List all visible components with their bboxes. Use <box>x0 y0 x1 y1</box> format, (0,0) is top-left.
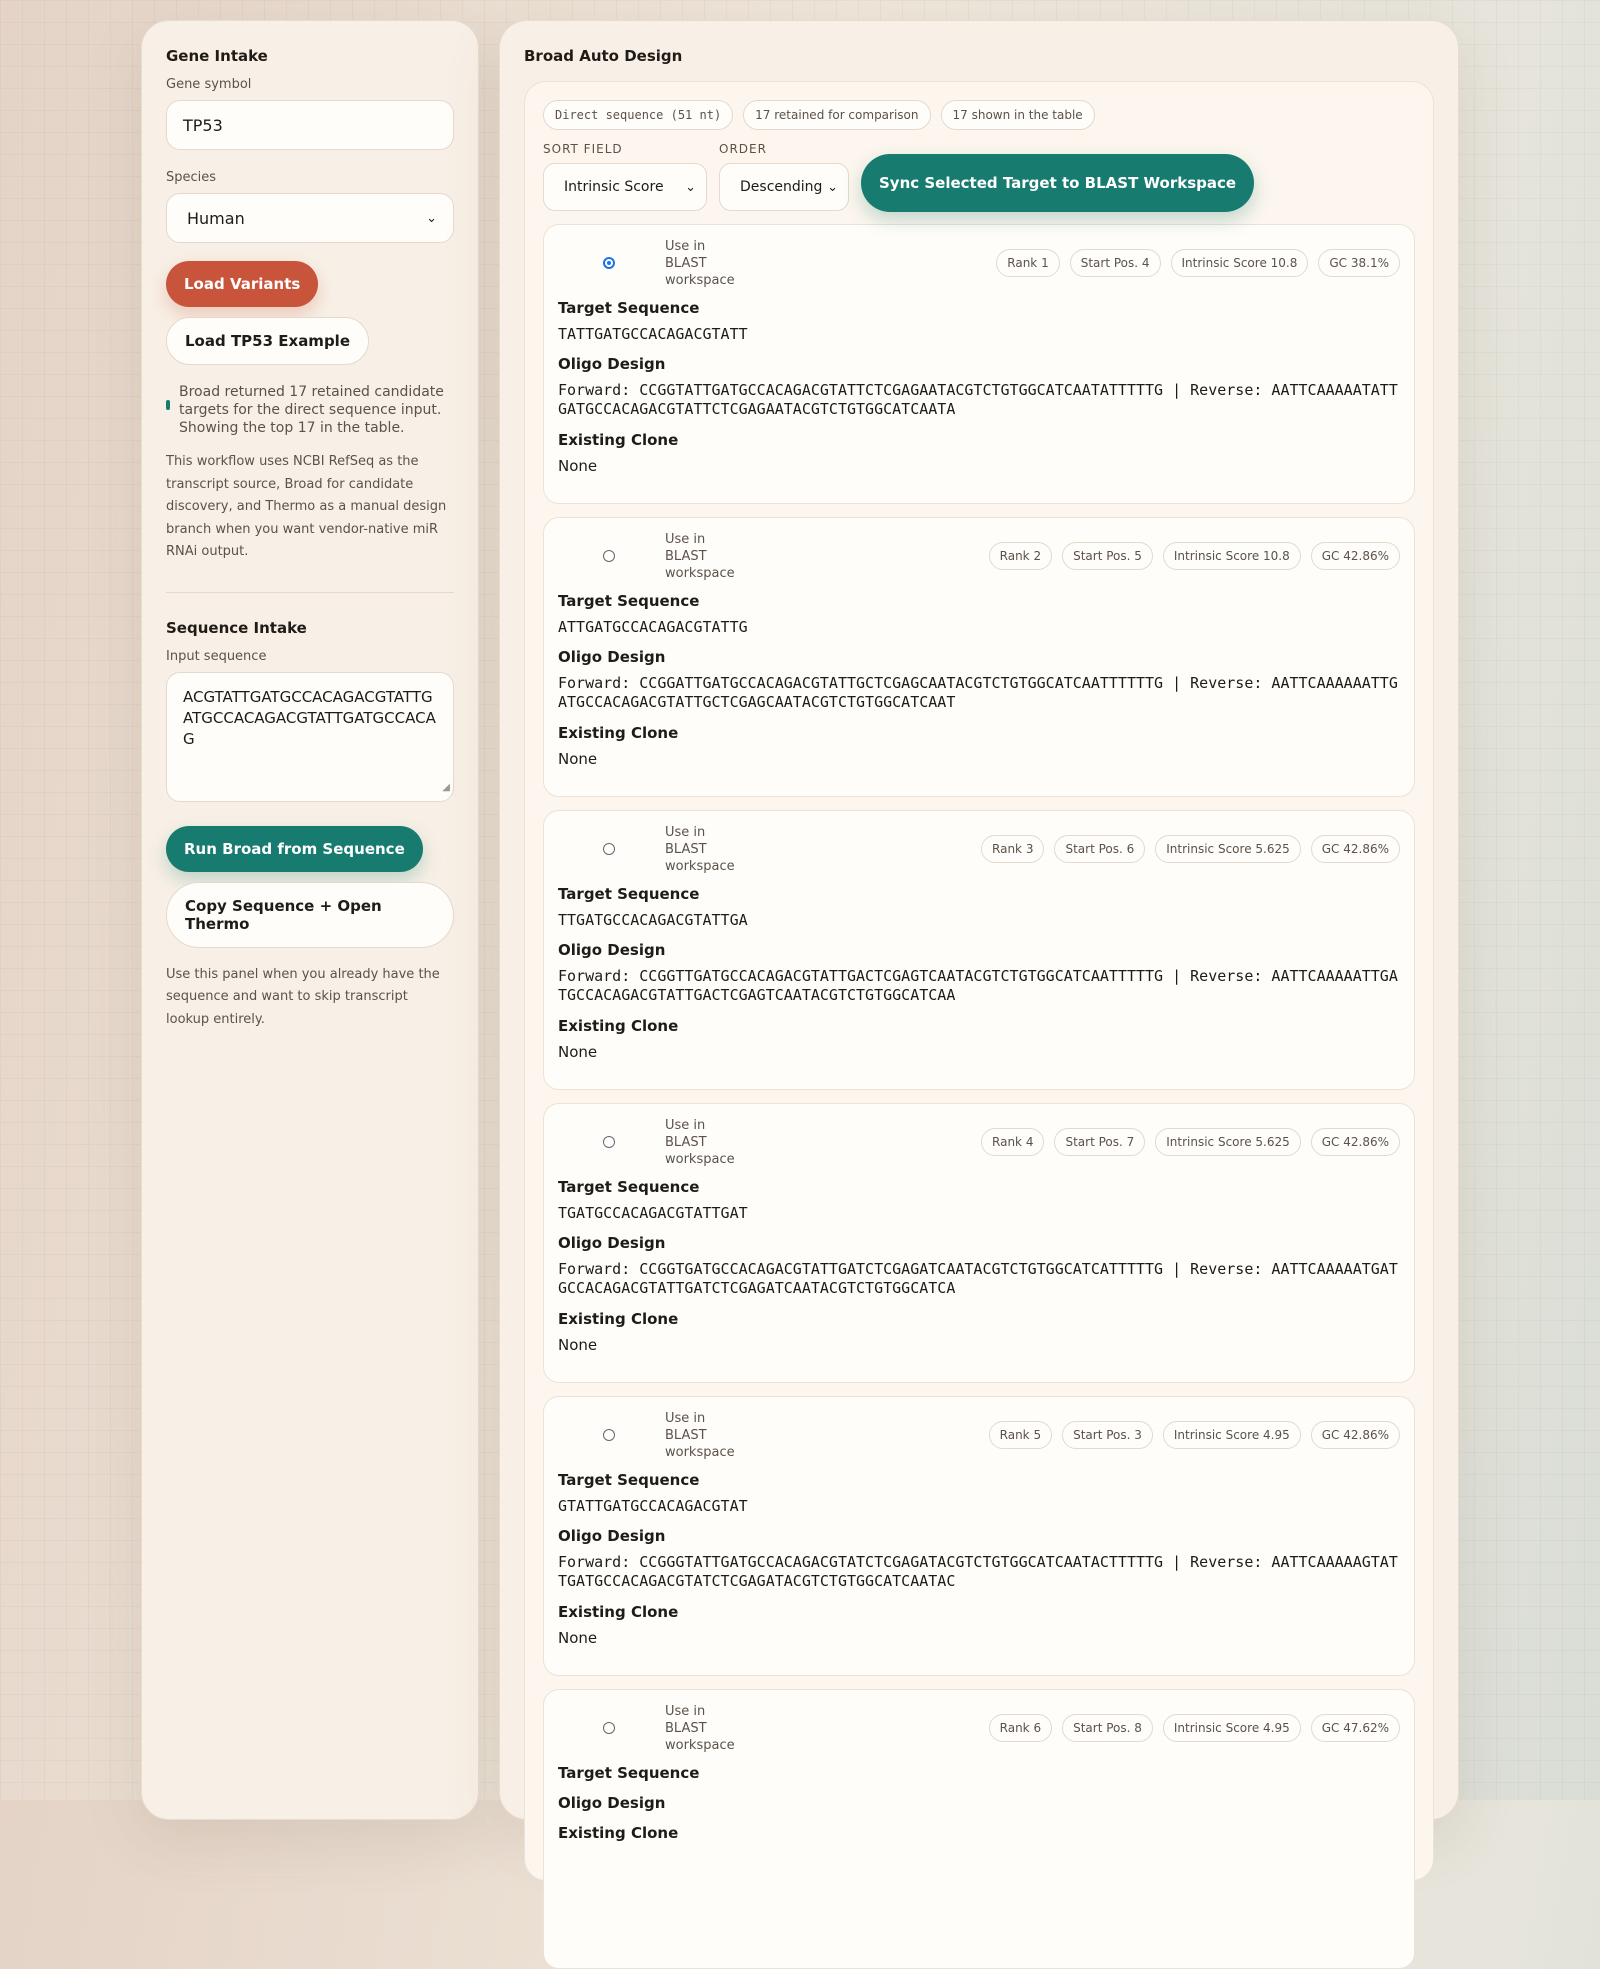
oligo-design-value: Forward: CCGGATTGATGCCACAGACGTATTGCTCGAGCAATACGTCTGTGGCATCAATTTTTTG | Reverse: AATTCAAAAAATTGATGCCACAGACGTATTGCTCGAGCAATACGTCTGTGGCATCAAT <box>558 674 1398 711</box>
candidate-card <box>543 1396 1415 1676</box>
resize-handle-icon[interactable]: ◢ <box>442 781 450 793</box>
candidate-card <box>543 1103 1415 1383</box>
chevron-down-icon: ⌄ <box>685 179 696 195</box>
species-value: Human <box>187 208 245 228</box>
status-message <box>166 383 454 437</box>
existing-clone-label: Existing Clone <box>558 431 679 449</box>
gene-intake-title: Gene Intake <box>166 47 268 65</box>
existing-clone-value: None <box>558 457 598 475</box>
input-sequence-label: Input sequence <box>166 648 267 664</box>
start-pos-badge: Start Pos. 3 <box>1062 1421 1153 1449</box>
chevron-down-icon: ⌄ <box>426 210 437 226</box>
divider <box>166 592 454 593</box>
use-in-blast-option[interactable] <box>558 1117 745 1168</box>
use-in-blast-radio[interactable] <box>603 1722 615 1734</box>
oligo-design-label: Oligo Design <box>558 355 666 373</box>
oligo-design-value: Forward: CCGGTTGATGCCACAGACGTATTGACTCGAGTCAATACGTCTGTGGCATCAATTTTTG | Reverse: AATTCAAAAATTGATGCCACAGACGTATTGACTCGAGTCAATACGTCTGTGGCATCAA <box>558 967 1398 1004</box>
oligo-design-label: Oligo Design <box>558 1527 666 1545</box>
start-pos-badge: Start Pos. 5 <box>1062 542 1153 570</box>
species-label: Species <box>166 170 217 185</box>
load-example-button[interactable]: Load TP53 Example <box>166 317 369 365</box>
use-in-blast-option[interactable] <box>558 824 745 875</box>
sort-field-control <box>543 142 707 211</box>
existing-clone-value: None <box>558 1043 598 1061</box>
use-in-blast-radio[interactable] <box>603 1136 615 1148</box>
sort-field-label: SORT FIELD <box>543 142 623 156</box>
gene-symbol-label: Gene symbol <box>166 77 252 92</box>
use-in-blast-label: Use in BLAST workspace <box>665 1117 735 1167</box>
use-in-blast-label: Use in BLAST workspace <box>665 238 735 288</box>
gc-badge: GC 42.86% <box>1311 835 1400 863</box>
rank-badge: Rank 6 <box>989 1714 1052 1742</box>
start-pos-badge: Start Pos. 4 <box>1070 249 1161 277</box>
oligo-design-label: Oligo Design <box>558 1234 666 1252</box>
existing-clone-label: Existing Clone <box>558 1824 679 1842</box>
rank-badge: Rank 4 <box>981 1128 1044 1156</box>
candidate-card <box>543 810 1415 1090</box>
target-sequence-value: TGATGCCACAGACGTATTGAT <box>558 1204 748 1222</box>
sort-field-select[interactable] <box>543 163 707 211</box>
target-sequence-label: Target Sequence <box>558 1178 700 1196</box>
gc-badge: GC 38.1% <box>1318 249 1400 277</box>
sort-controls <box>543 142 1415 211</box>
broad-design-panel <box>499 20 1459 1842</box>
workflow-note: This workflow uses NCBI RefSeq as the transcript source, Broad for candidate discovery, and Thermo as a manual design branch when you want vendor-native miR RNAi output. <box>166 454 447 559</box>
load-variants-button[interactable]: Load Variants <box>166 261 318 307</box>
card-header <box>558 1118 1400 1166</box>
gc-badge: GC 42.86% <box>1311 542 1400 570</box>
existing-clone-value: None <box>558 750 598 768</box>
status-text: Broad returned 17 retained candidate targets for the direct sequence input. Showing the top 17 in the table. <box>179 384 444 436</box>
use-in-blast-radio[interactable] <box>603 1429 615 1441</box>
input-sequence-textarea[interactable] <box>166 672 454 802</box>
oligo-design-label: Oligo Design <box>558 648 666 666</box>
input-sequence-value: ACGTATTGATGCCACAGACGTATTGATGCCACAGACGTATTGATGCCACAG <box>183 687 436 748</box>
target-sequence-label: Target Sequence <box>558 885 700 903</box>
rank-badge: Rank 2 <box>989 542 1052 570</box>
broad-results <box>524 81 1434 1881</box>
candidate-metrics <box>981 1128 1400 1156</box>
source-chip: Direct sequence (51 nt) <box>543 100 733 130</box>
rank-badge: Rank 1 <box>996 249 1059 277</box>
order-label: ORDER <box>719 142 767 156</box>
card-header <box>558 532 1400 580</box>
start-pos-badge: Start Pos. 7 <box>1054 1128 1145 1156</box>
use-in-blast-option[interactable] <box>558 1703 745 1754</box>
intrinsic-score-badge: Intrinsic Score 5.625 <box>1155 1128 1301 1156</box>
existing-clone-label: Existing Clone <box>558 1017 679 1035</box>
gc-badge: GC 47.62% <box>1311 1714 1400 1742</box>
gene-symbol-value: TP53 <box>183 115 223 135</box>
target-sequence-label: Target Sequence <box>558 592 700 610</box>
candidate-card <box>543 517 1415 797</box>
sort-field-value: Intrinsic Score <box>564 179 664 195</box>
gc-badge: GC 42.86% <box>1311 1128 1400 1156</box>
oligo-design-value: Forward: CCGGTATTGATGCCACAGACGTATTCTCGAGAATACGTCTGTGGCATCAATATTTTTG | Reverse: AATTCAAAAATATTGATGCCACAGACGTATTCTCGAGAATACGTCTGTGGCATCAATA <box>558 381 1398 418</box>
existing-clone-value: None <box>558 1629 598 1647</box>
order-value: Descending <box>740 179 823 195</box>
existing-clone-label: Existing Clone <box>558 724 679 742</box>
target-sequence-label: Target Sequence <box>558 1764 700 1782</box>
order-control <box>719 142 849 211</box>
card-header <box>558 1704 1400 1752</box>
species-select[interactable] <box>166 193 454 243</box>
existing-clone-value: None <box>558 1336 598 1354</box>
oligo-design-label: Oligo Design <box>558 941 666 959</box>
sync-blast-button[interactable]: Sync Selected Target to BLAST Workspace <box>861 154 1254 212</box>
use-in-blast-label: Use in BLAST workspace <box>665 531 735 581</box>
use-in-blast-label: Use in BLAST workspace <box>665 824 735 874</box>
sequence-note: Use this panel when you already have the sequence and want to skip transcript lookup entirely. <box>166 966 440 1027</box>
candidate-list <box>543 224 1415 1969</box>
gene-intake-panel <box>141 20 479 1820</box>
oligo-design-value: Forward: CCGGGTATTGATGCCACAGACGTATCTCGAGATACGTCTGTGGCATCAATACTTTTTG | Reverse: AATTCAAAAAGTATTGATGCCACAGACGTATCTCGAGATACGTCTGTGGCATCAATAC <box>558 1553 1398 1590</box>
candidate-card <box>543 1689 1415 1969</box>
existing-clone-label: Existing Clone <box>558 1603 679 1621</box>
summary-chips <box>543 100 1415 130</box>
run-broad-button[interactable]: Run Broad from Sequence <box>166 826 423 872</box>
use-in-blast-option[interactable] <box>558 1410 745 1461</box>
existing-clone-label: Existing Clone <box>558 1310 679 1328</box>
target-sequence-value: GTATTGATGCCACAGACGTAT <box>558 1497 748 1515</box>
shown-chip: 17 shown in the table <box>941 100 1095 130</box>
use-in-blast-option[interactable] <box>558 531 745 582</box>
candidate-metrics <box>989 1421 1400 1449</box>
use-in-blast-radio[interactable] <box>603 257 615 269</box>
intrinsic-score-badge: Intrinsic Score 10.8 <box>1163 542 1301 570</box>
gc-badge: GC 42.86% <box>1311 1421 1400 1449</box>
target-sequence-value: ATTGATGCCACAGACGTATTG <box>558 618 748 636</box>
rank-badge: Rank 5 <box>989 1421 1052 1449</box>
card-header <box>558 825 1400 873</box>
use-in-blast-label: Use in BLAST workspace <box>665 1703 735 1753</box>
use-in-blast-option[interactable] <box>558 238 745 289</box>
use-in-blast-radio[interactable] <box>603 843 615 855</box>
intrinsic-score-badge: Intrinsic Score 4.95 <box>1163 1714 1301 1742</box>
target-sequence-label: Target Sequence <box>558 1471 700 1489</box>
intrinsic-score-badge: Intrinsic Score 5.625 <box>1155 835 1301 863</box>
use-in-blast-radio[interactable] <box>603 550 615 562</box>
rank-badge: Rank 3 <box>981 835 1044 863</box>
candidate-card <box>543 224 1415 504</box>
sequence-intake-title: Sequence Intake <box>166 618 307 637</box>
broad-title: Broad Auto Design <box>524 47 683 65</box>
target-sequence-label: Target Sequence <box>558 299 700 317</box>
retained-chip: 17 retained for comparison <box>743 100 930 130</box>
order-select[interactable] <box>719 163 849 211</box>
target-sequence-value: TTGATGCCACAGACGTATTGA <box>558 911 748 929</box>
card-header <box>558 1411 1400 1459</box>
intrinsic-score-badge: Intrinsic Score 10.8 <box>1171 249 1309 277</box>
oligo-design-value: Forward: CCGGTGATGCCACAGACGTATTGATCTCGAGATCAATACGTCTGTGGCATCATTTTTG | Reverse: AATTCAAAAATGATGCCACAGACGTATTGATCTCGAGATCAATACGTCTGTGGCATCA <box>558 1260 1398 1297</box>
use-in-blast-label: Use in BLAST workspace <box>665 1410 735 1460</box>
copy-open-thermo-button[interactable]: Copy Sequence + Open Thermo <box>166 882 454 948</box>
chevron-down-icon: ⌄ <box>827 179 838 195</box>
candidate-metrics <box>989 1714 1400 1742</box>
intrinsic-score-badge: Intrinsic Score 4.95 <box>1163 1421 1301 1449</box>
candidate-metrics <box>996 249 1400 277</box>
start-pos-badge: Start Pos. 8 <box>1062 1714 1153 1742</box>
target-sequence-value: TATTGATGCCACAGACGTATT <box>558 325 748 343</box>
status-dot-icon <box>166 400 170 410</box>
card-header <box>558 239 1400 287</box>
oligo-design-label: Oligo Design <box>558 1794 666 1812</box>
candidate-metrics <box>989 542 1400 570</box>
gene-symbol-input[interactable] <box>166 100 454 150</box>
candidate-metrics <box>981 835 1400 863</box>
start-pos-badge: Start Pos. 6 <box>1054 835 1145 863</box>
